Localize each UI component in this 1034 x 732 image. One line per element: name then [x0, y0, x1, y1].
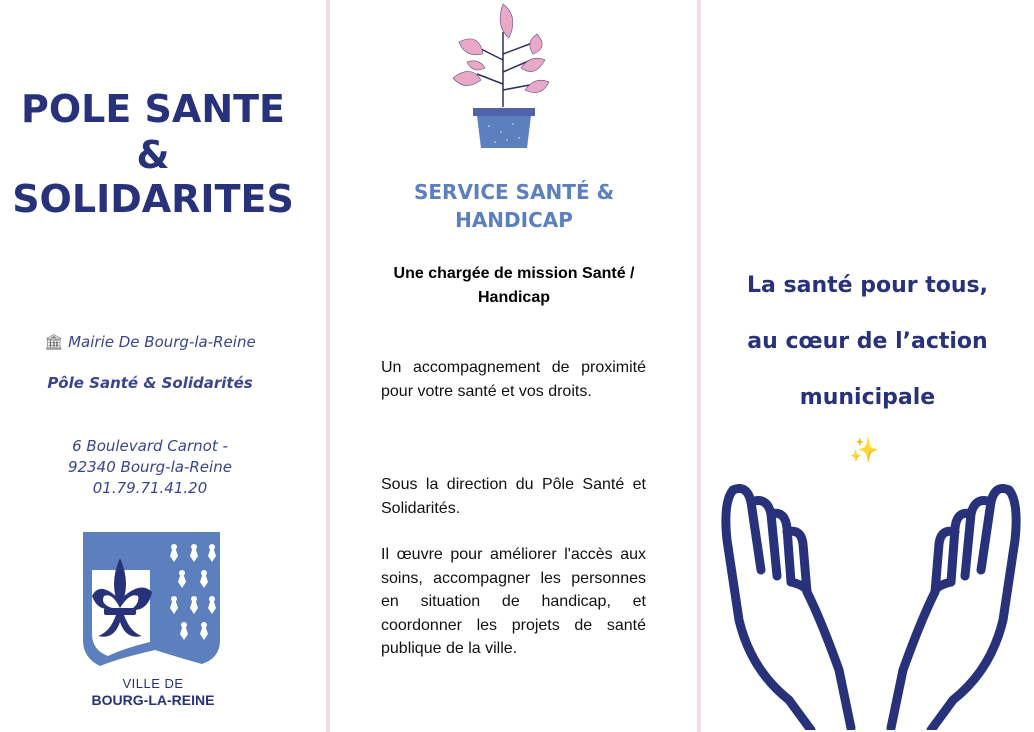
logo-bottom-text: BOURG-LA-REINE: [91, 692, 215, 708]
paragraph-1: Un accompagnement de proximité pour votre santé et vos droits.: [381, 359, 646, 400]
service-title: [331, 178, 697, 234]
middle-panel: [331, 0, 697, 732]
tagline-line-2: au cœur de l’action: [747, 329, 988, 354]
mairie-line: [0, 332, 300, 353]
right-panel: [701, 0, 1034, 732]
plant-pot-icon: [449, 2, 559, 150]
sparkle-icon: ✨: [849, 436, 879, 464]
address-line-1: 6 Boulevard Carnot -: [72, 437, 228, 455]
phone-number: 01.79.71.41.20: [92, 479, 208, 497]
building-icon: 🏛: [44, 333, 64, 351]
address-line-2: 92340 Bourg-la-Reine: [68, 458, 232, 476]
service-title-line-2: HANDICAP: [455, 208, 573, 232]
subtitle-line-1: Une chargée de mission Santé /: [393, 265, 635, 282]
pole-line: [0, 373, 300, 394]
subtitle-line-2: Handicap: [477, 289, 550, 306]
tagline-line-1: La santé pour tous,: [746, 273, 988, 298]
city-logo: [80, 530, 230, 712]
paragraph-3: Il œuvre pour améliorer l'accès aux soins, accompagner les personnes en situation de handicap, et coordonner les projets de santé publique de la ville.: [381, 546, 646, 657]
left-panel: [0, 0, 326, 732]
service-title-line-1: SERVICE SANTÉ &: [413, 180, 615, 204]
subtitle: [371, 262, 657, 310]
title-line-3: SOLIDARITES: [12, 177, 294, 221]
mairie-text: Mairie De Bourg-la-Reine: [68, 333, 256, 351]
tagline-line-3: municipale: [799, 385, 936, 410]
title-line-1: POLE SANTE: [20, 87, 285, 131]
title-line-2: &: [136, 133, 170, 177]
hands-icon: [711, 480, 1031, 730]
fleur-de-lis-coat-of-arms: [80, 530, 230, 670]
pole-text: Pôle Santé & Solidarités: [47, 374, 253, 392]
logo-top-text: VILLE DE: [122, 676, 184, 691]
paragraph-2: Sous la direction du Pôle Santé et Solidarités.: [381, 476, 646, 517]
divider-left: [326, 0, 330, 732]
